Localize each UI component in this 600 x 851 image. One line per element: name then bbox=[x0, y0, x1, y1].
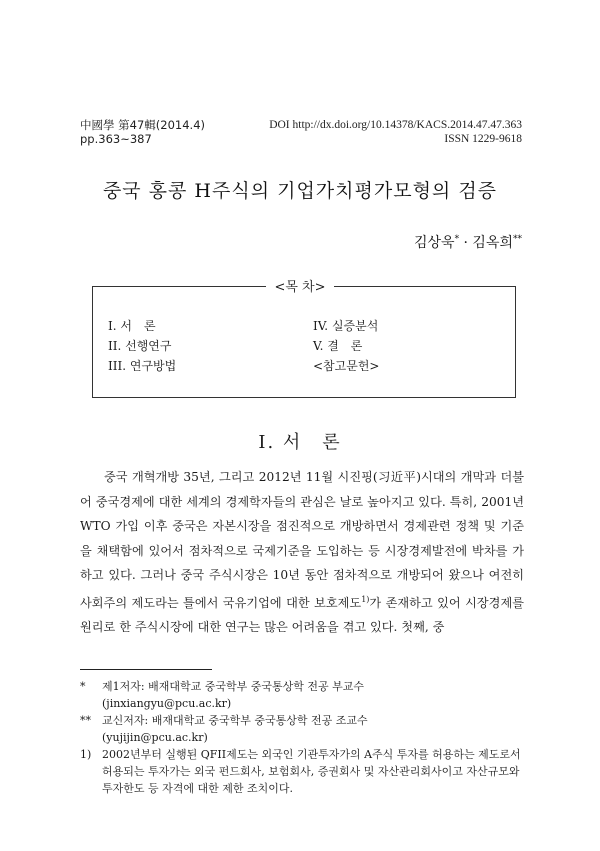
paragraph: 중국 개혁개방 35년, 그리고 2012년 11월 시진핑(习近平)시대의 개막과 더불어 중국경제에 대한 세계의 경제학자들의 관심은 날로 높아지고 있다. 특히, 2001년 WTO 가입 이후 중국은 자본시장을 점진적으로 개방하면서 경제관련 정책 및 기준을 채택함에 있어서 점차적으로 국제기준을 도입하는 등 시장경제발전에 박차를 가하고 있다. 그러나 중국 주식시장은 10년 동안 점차적으로 개방되어 왔으나 여전히 사회주의 제도라는 틀에서 국유기업에 대한 보호제도$^{1)}$가 존재하고 있어 시장경제를 원리로 한 주식시장에 대한 연구는 많은 어려움을 겪고 있다. 첫째, 중 bbox=[80, 470, 524, 635]
footnote-item bbox=[80, 746, 530, 797]
journal-info bbox=[80, 118, 205, 146]
footnote-mark: * bbox=[80, 680, 86, 693]
toc-right-column bbox=[313, 316, 379, 376]
toc-left-column bbox=[108, 316, 176, 376]
toc-item-analysis: IV. 실증분석 bbox=[313, 319, 379, 333]
issn: ISSN 1229-9618 bbox=[444, 133, 522, 145]
doi-link[interactable]: DOI http://dx.doi.org/10.14378/KACS.2014.47.47.363 bbox=[269, 119, 522, 131]
author-line bbox=[414, 232, 522, 252]
toc-item-conclusion: V. 결 론 bbox=[313, 339, 363, 353]
footnote-mark: 1) bbox=[80, 748, 92, 761]
toc-item-method: III. 연구방법 bbox=[108, 359, 177, 373]
page-range: pp.363~387 bbox=[80, 132, 152, 146]
footnote-text: 제1저자: 배재대학교 중국학부 중국통상학 전공 부교수 bbox=[102, 680, 364, 693]
journal-name: 中國學 第47輯(2014.4) bbox=[80, 118, 206, 132]
footnote-item bbox=[80, 678, 530, 712]
toc-heading: <목 차> bbox=[0, 276, 600, 295]
author-2-mark: ** bbox=[513, 234, 522, 245]
footnote-item bbox=[80, 712, 530, 746]
author-2: 김옥희 bbox=[472, 235, 513, 251]
footnotes bbox=[80, 678, 530, 797]
footnote-email: (yujijin@pcu.ac.kr) bbox=[102, 731, 208, 744]
body-text bbox=[80, 465, 524, 640]
author-separator: · bbox=[463, 235, 468, 251]
paper-title: 중국 홍콩 H주식의 기업가치평가모형의 검증 bbox=[102, 180, 498, 202]
footnote-divider bbox=[80, 669, 212, 670]
author-1: 김상욱 bbox=[413, 235, 455, 251]
footnote-mark: ** bbox=[80, 714, 91, 727]
toc-item-intro: I. 서 론 bbox=[108, 319, 156, 333]
footnote-text: 2002년부터 실행된 QFII제도는 외국인 기관투자가의 A주식 투자를 허용하는 제도로서 허용되는 투자가는 외국 펀드회사, 보험회사, 증권회사 및 자산관리회사이고 자산규모와 투자한도 등 자격에 대한 제한 조치이다. bbox=[102, 748, 521, 795]
toc-item-literature: II. 선행연구 bbox=[108, 339, 172, 353]
footnote-text: 교신저자: 배재대학교 중국학부 중국통상학 전공 조교수 bbox=[102, 714, 368, 727]
footnote-ref[interactable]: 1) bbox=[361, 594, 370, 604]
doi-info bbox=[269, 118, 522, 146]
section-title: I. 서 론 bbox=[258, 432, 342, 453]
footnote-email: (jinxiangyu@pcu.ac.kr) bbox=[102, 697, 232, 710]
author-1-mark: * bbox=[454, 234, 460, 245]
toc-item-references: <참고문헌> bbox=[313, 359, 380, 373]
